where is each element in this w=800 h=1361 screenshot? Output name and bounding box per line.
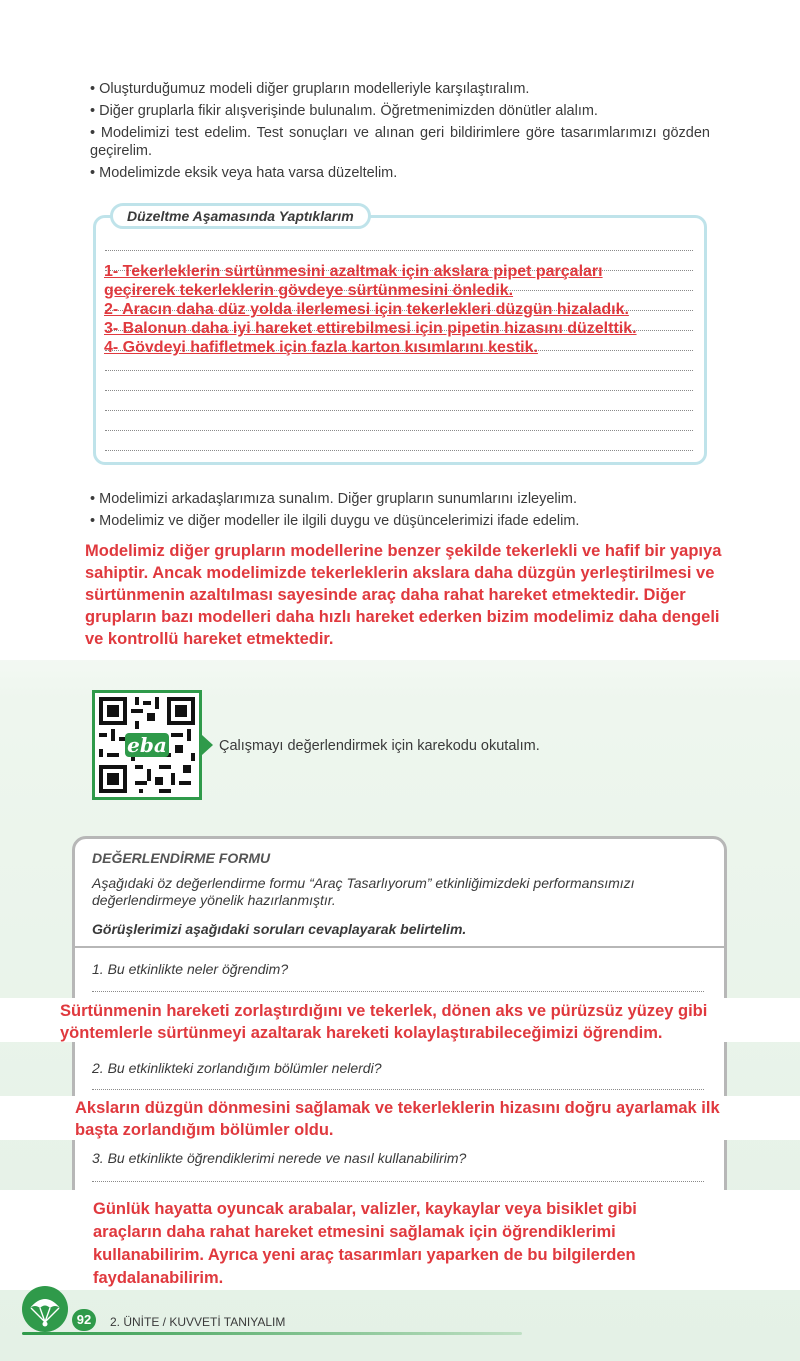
- answer-line: [92, 1181, 704, 1182]
- instruction-item: • Oluşturduğumuz modeli diğer grupların modelleriyle karşılaştıralım.: [90, 80, 710, 98]
- dotted-line: [105, 250, 693, 251]
- answer-3: Günlük hayatta oyuncak arabalar, valizler, kaykaylar veya bisiklet gibi araçların daha rahat hareket etmesini sağlamak için öğrendiklerimi kullanabilirim. Ayrıca yeni araç tasarımları yaparken de bu bilgilerden faydalanabilirim.: [93, 1200, 637, 1287]
- footer-rule: [22, 1332, 522, 1335]
- page-number: 92: [72, 1309, 96, 1331]
- answer-line: [92, 991, 704, 992]
- top-instruction-list: [90, 80, 710, 186]
- answer-1: Sürtünmenin hareketi zorlaştırdığını ve tekerlek, dönen aks ve pürüzsüz yüzey gibi yöntemlerle sürtünmeyi azaltarak hareketi kolaylaştırabileceğimizi öğrendim.: [60, 1002, 708, 1042]
- arrow-right-icon: [202, 735, 213, 755]
- correction-line: 2- Aracın daha düz yolda ilerlemesi için tekerlekleri düzgün hizaladık.: [104, 301, 629, 318]
- question-1: 1. Bu etkinlikte neler öğrendim?: [92, 961, 289, 977]
- dotted-line: [105, 450, 693, 451]
- dotted-line: [105, 430, 693, 431]
- qr-code[interactable]: [92, 690, 202, 800]
- unit-label: 2. ÜNİTE / KUVVETİ TANIYALIM: [110, 1315, 286, 1329]
- correction-line: geçirerek tekerleklerin gövdeye sürtünmesini önledik.: [104, 282, 514, 299]
- form-title: DEĞERLENDİRME FORMU: [92, 850, 271, 866]
- form-description: Aşağıdaki öz değerlendirme formu “Araç Tasarlıyorum” etkinliğimizdeki performansımızı değerlendirmeye yönelik hazırlanmıştır.: [92, 875, 635, 908]
- correction-line: 3- Balonun daha iyi hareket ettirebilmesi için pipetin hizasını düzelttik.: [104, 320, 637, 337]
- question-2: 2. Bu etkinlikteki zorlandığım bölümler nelerdi?: [92, 1060, 382, 1076]
- correction-box-title: Düzeltme Aşamasında Yaptıklarım: [110, 203, 371, 229]
- dotted-line: [105, 410, 693, 411]
- dotted-line: [105, 390, 693, 391]
- correction-line: 1- Tekerleklerin sürtünmesini azaltmak için akslara pipet parçaları: [104, 263, 603, 280]
- correction-answer: [104, 262, 704, 357]
- qr-caption: Çalışmayı değerlendirmek için karekodu okutalım.: [219, 738, 540, 754]
- instruction-item: • Modelimizi test edelim. Test sonuçları ve alınan geri bildirimlere göre tasarımlarımızı gözden geçirelim.: [90, 124, 710, 160]
- form-divider: [72, 946, 727, 948]
- correction-line: 4- Gövdeyi hafifletmek için fazla karton kısımlarını kestik.: [104, 339, 538, 356]
- question-3: 3. Bu etkinlikte öğrendiklerimi nerede ve nasıl kullanabilirim?: [92, 1150, 467, 1166]
- dotted-line: [105, 370, 693, 371]
- parachute-icon: [20, 1284, 70, 1334]
- qr-code-pattern: [95, 693, 199, 797]
- answer-2: Aksların düzgün dönmesini sağlamak ve tekerleklerin hizasını doğru ayarlamak ilk başta zorlandığım bölümler oldu.: [75, 1099, 720, 1139]
- instruction-item: • Diğer gruplarla fikir alışverişinde bulunalım. Öğretmenimizden dönütler alalım.: [90, 102, 710, 120]
- instruction-item: • Modelimizde eksik veya hata varsa düzeltelim.: [90, 164, 710, 182]
- comparison-answer: Modelimiz diğer grupların modellerine benzer şekilde tekerlekli ve hafif bir yapıya sahiptir. Ancak modelimizde tekerleklerin akslara daha düzgün yerleştirilmesi ve sürtünmenin azaltılması sayesinde araç daha rahat hareket etmektedir. Diğer grupların bazı modelleri daha hızlı hareket ederken bizim modelimiz daha dengeli ve kontrollü hareket etmektedir.: [85, 542, 722, 648]
- eba-logo: eba: [127, 733, 167, 758]
- presentation-instruction-list: [90, 490, 710, 534]
- instruction-item: • Modelimizi arkadaşlarımıza sunalım. Diğer grupların sunumlarını izleyelim.: [90, 490, 710, 508]
- answer-line: [92, 1089, 704, 1090]
- instruction-item: • Modelimiz ve diğer modeller ile ilgili duygu ve düşüncelerimizi ifade edelim.: [90, 512, 710, 530]
- form-instruction: Görüşlerimizi aşağıdaki soruları cevaplayarak belirtelim.: [92, 921, 467, 937]
